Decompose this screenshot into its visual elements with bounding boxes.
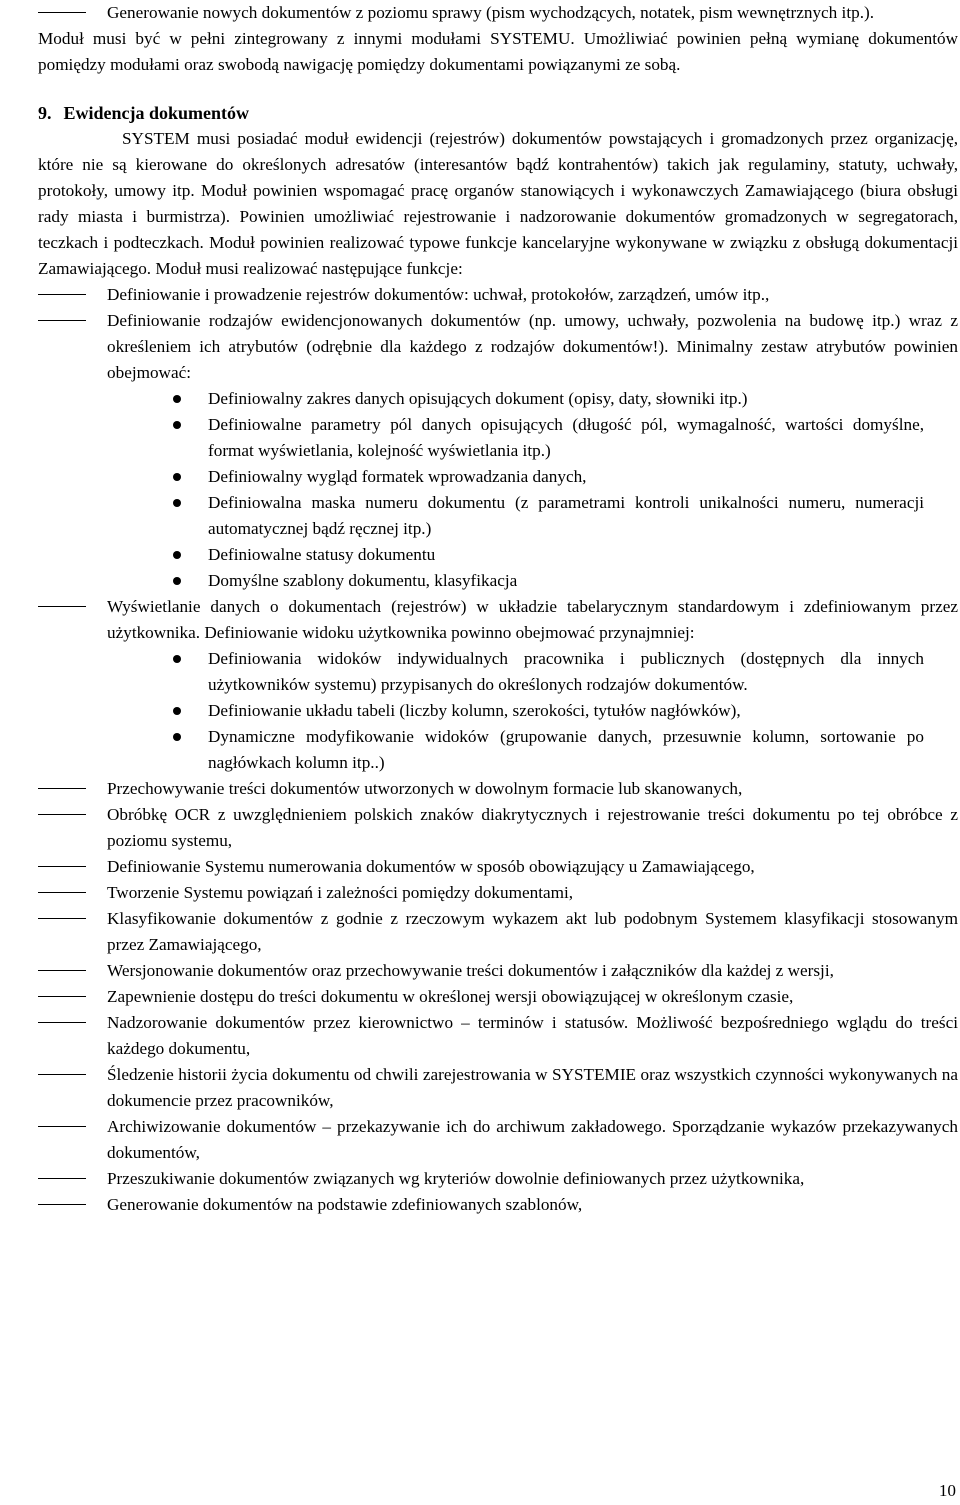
paragraph: Moduł musi być w pełni zintegrowany z innymi modułami SYSTEMU. Umożliwiać powinien pełną wymianę dokumentów pomiędzy modułami oraz swobodą nawigację pomiędzy dokumentami powiązanymi ze sobą. <box>38 29 958 74</box>
section-heading <box>0 100 960 126</box>
bullet-item: Definiowalny wygląd formatek wprowadzania danych, <box>0 464 924 490</box>
bullet-item: Definiowania widoków indywidualnych pracownika i publicznych (dostępnych dla innych użytkowników systemu) przypisanych do określonych rodzajów dokumentów. <box>0 646 924 698</box>
bullet-item: Domyślne szablony dokumentu, klasyfikacja <box>0 568 924 594</box>
list-item: Zapewnienie dostępu do treści dokumentu w określonej wersji obowiązującej w określonym czasie, <box>0 984 958 1010</box>
bullet-item: Definiowalne statusy dokumentu <box>0 542 924 568</box>
list-item: Archiwizowanie dokumentów – przekazywanie ich do archiwum zakładowego. Sporządzanie wykazów przekazywanych dokumentów, <box>0 1114 958 1166</box>
list-item: Śledzenie historii życia dokumentu od chwili zarejestrowania w SYSTEMIE oraz wszystkich czynności wykonywanych na dokumencie przez pracowników, <box>0 1062 958 1114</box>
list-item: Definiowanie Systemu numerowania dokumentów w sposób obowiązujący u Zamawiającego, <box>0 854 958 880</box>
list-item: Nadzorowanie dokumentów przez kierownictwo – terminów i statusów. Możliwość bezpośredniego wglądu do treści każdego dokumentu, <box>0 1010 958 1062</box>
list-item: Wyświetlanie danych o dokumentach (rejestrów) w układzie tabelarycznym standardowym i zdefiniowanym przez użytkownika. Definiowanie widoku użytkownika powinno obejmować przynajmniej: <box>0 594 958 646</box>
list-item: Generowanie nowych dokumentów z poziomu sprawy (pism wychodzących, notatek, pism wewnętrznych itp.). <box>0 0 958 26</box>
section-title: Ewidencja dokumentów <box>63 103 250 123</box>
bullet-item: Definiowalna maska numeru dokumentu (z parametrami kontroli unikalności numeru, numeracji automatycznej bądź ręcznej itp.) <box>0 490 924 542</box>
list-item: Definiowanie rodzajów ewidencjonowanych dokumentów (np. umowy, uchwały, pozwolenia na budowę itp.) wraz z określeniem ich atrybutów (odrębnie dla każdego z rodzajów dokumentów!). Minimalny zestaw atrybutów powinien obejmować: <box>0 308 958 386</box>
section-intro: SYSTEM musi posiadać moduł ewidencji (rejestrów) dokumentów powstających i gromadzonych przez organizację, które nie są kierowane do określonych adresatów (interesantów bądź kontrahentów) takich jak regulaminy, statuty, uchwały, protokoły, umowy itp. Moduł powinien wspomagać pracę organów stanowiących i wykonawczych Zamawiającego (biura obsługi rady miasta i burmistrza). Powinien umożliwiać rejestrowanie i nadzorowanie dokumentów gromadzonych w segregatorach, teczkach i podteczkach. Moduł powinien realizować typowe funkcje kancelaryjne wykonywane w związku z obsługą dokumentacji Zamawiającego. Moduł musi realizować następujące funkcje: <box>38 129 958 278</box>
list-item: Obróbkę OCR z uwzględnieniem polskich znaków diakrytycznych i rejestrowanie treści dokumentu po tej obróbce z poziomu systemu, <box>0 802 958 854</box>
list-item: Definiowanie i prowadzenie rejestrów dokumentów: uchwał, protokołów, zarządzeń, umów itp., <box>0 282 958 308</box>
bullet-item: Definiowalny zakres danych opisujących dokument (opisy, daty, słowniki itp.) <box>0 386 924 412</box>
bullet-item: Definiowalne parametry pól danych opisujących (długość pól, wymagalność, wartości domyślne, format wyświetlania, kolejność wyświetlania itp.) <box>0 412 924 464</box>
section-number: 9. <box>38 103 52 123</box>
list-item: Klasyfikowanie dokumentów z godnie z rzeczowym wykazem akt lub podobnym Systemem klasyfikacji stosowanym przez Zamawiającego, <box>0 906 958 958</box>
list-item: Przechowywanie treści dokumentów utworzonych w dowolnym formacie lub skanowanych, <box>0 776 958 802</box>
list-item: Tworzenie Systemu powiązań i zależności pomiędzy dokumentami, <box>0 880 958 906</box>
page-number: 10 <box>938 1481 956 1500</box>
bullet-item: Dynamiczne modyfikowanie widoków (grupowanie danych, przesuwnie kolumn, sortowanie po nagłówkach kolumn itp..) <box>0 724 924 776</box>
bullet-item: Definiowanie układu tabeli (liczby kolumn, szerokości, tytułów nagłówków), <box>0 698 924 724</box>
list-item: Przeszukiwanie dokumentów związanych wg kryteriów dowolnie definiowanych przez użytkownika, <box>0 1166 958 1192</box>
list-item: Generowanie dokumentów na podstawie zdefiniowanych szablonów, <box>0 1192 958 1218</box>
list-item: Wersjonowanie dokumentów oraz przechowywanie treści dokumentów i załączników dla każdej z wersji, <box>0 958 958 984</box>
